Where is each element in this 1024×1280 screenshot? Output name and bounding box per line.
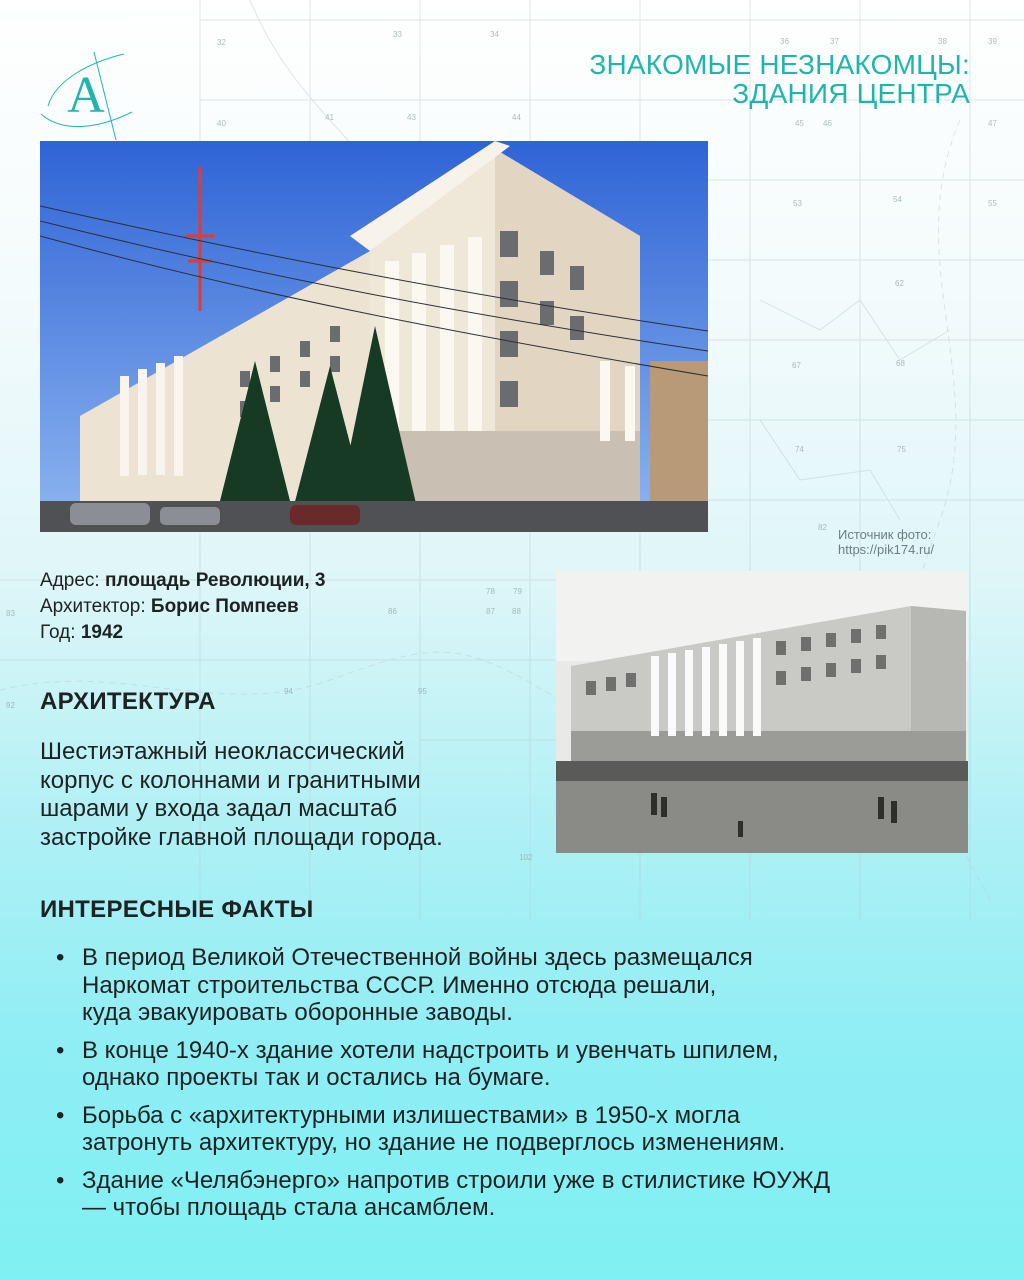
bullet-icon: • — [56, 1036, 65, 1064]
bullet-icon: • — [56, 944, 65, 971]
letter-a-logo-icon — [36, 44, 136, 144]
address-row — [40, 568, 326, 594]
list-item — [50, 1167, 980, 1222]
facts-list — [50, 944, 980, 1232]
svg-text:79: 79 — [513, 587, 522, 596]
svg-text:86: 86 — [388, 607, 397, 616]
svg-text:45: 45 — [795, 119, 804, 128]
svg-text:54: 54 — [893, 195, 902, 204]
svg-text:44: 44 — [512, 113, 521, 122]
architect-row — [40, 594, 326, 620]
fact-text: В период Великой Отечественной войны здесь размещался Наркомат строительства СССР. Именно отсюда решали, куда эвакуировать оборонные заводы. — [82, 944, 753, 1026]
list-item — [50, 1102, 980, 1157]
svg-text:39: 39 — [988, 37, 997, 46]
svg-text:46: 46 — [823, 119, 832, 128]
fact-text: Здание «Челябэнерго» напротив строили уже в стилистике ЮУЖД — чтобы площадь стала ансамблем. — [82, 1166, 831, 1221]
svg-text:34: 34 — [490, 30, 499, 39]
svg-text:67: 67 — [792, 361, 801, 370]
bullet-icon: • — [56, 1166, 65, 1194]
svg-text:92: 92 — [6, 701, 15, 710]
building-info — [40, 568, 326, 646]
list-item — [50, 944, 980, 1027]
svg-text:62: 62 — [895, 279, 904, 288]
photo-source-link[interactable]: https://pik174.ru/ — [838, 542, 935, 557]
svg-text:95: 95 — [418, 687, 427, 696]
year-label: Год: — [40, 622, 81, 643]
svg-text:74: 74 — [795, 445, 804, 454]
svg-text:41: 41 — [325, 113, 334, 122]
fact-text: В конце 1940-х здание хотели надстроить и увенчать шпилем, однако проекты так и остались на бумаге. — [82, 1036, 779, 1091]
svg-text:40: 40 — [217, 119, 226, 128]
fact-text: Борьба с «архитектурными излишествами» в 1950-х могла затронуть архитектуру, но здание не подверглось изменениям. — [82, 1101, 786, 1156]
architect-value: Борис Помпеев — [150, 596, 299, 617]
list-item — [50, 1037, 980, 1092]
photo-source-caption — [838, 527, 934, 557]
year-value: 1942 — [80, 622, 124, 643]
architect-label: Архитектор: — [40, 596, 151, 617]
address-value: площадь Революции, 3 — [104, 570, 326, 591]
svg-text:53: 53 — [793, 199, 802, 208]
svg-text:102: 102 — [519, 853, 533, 862]
svg-text:75: 75 — [897, 445, 906, 454]
page-title — [589, 50, 970, 108]
svg-text:37: 37 — [830, 37, 839, 46]
svg-text:87: 87 — [486, 607, 495, 616]
logo-letter: А — [67, 67, 105, 124]
page-title-line-1: ЗНАКОМЫЕ НЕЗНАКОМЦЫ: — [589, 49, 970, 80]
svg-text:83: 83 — [6, 609, 15, 618]
building-photo-modern — [40, 141, 708, 532]
svg-text:55: 55 — [988, 199, 997, 208]
svg-text:47: 47 — [988, 119, 997, 128]
bullet-icon: • — [56, 1101, 65, 1129]
building-photo-historic-illustration — [556, 571, 968, 853]
svg-text:32: 32 — [217, 38, 226, 47]
architecture-description: Шестиэтажный неоклассический корпус с колоннами и гранитными шарами у входа задал масштаб застройке главной площади города. — [40, 738, 443, 851]
address-label: Адрес: — [40, 570, 105, 591]
svg-text:38: 38 — [938, 37, 947, 46]
svg-text:82: 82 — [818, 523, 827, 532]
svg-text:94: 94 — [284, 687, 293, 696]
building-photo-modern-illustration — [40, 141, 708, 532]
svg-text:36: 36 — [780, 37, 789, 46]
svg-text:78: 78 — [486, 587, 495, 596]
year-row — [40, 620, 326, 646]
svg-text:68: 68 — [896, 359, 905, 368]
svg-text:43: 43 — [407, 113, 416, 122]
architecture-heading: АРХИТЕКТУРА — [40, 688, 216, 715]
facts-heading: ИНТЕРЕСНЫЕ ФАКТЫ — [40, 896, 314, 923]
svg-text:88: 88 — [512, 607, 521, 616]
svg-text:33: 33 — [393, 30, 402, 39]
building-photo-historic — [556, 571, 968, 853]
photo-source-label: Источник фото: — [838, 527, 932, 542]
page-title-line-2: ЗДАНИЯ ЦЕНТРА — [732, 78, 970, 109]
